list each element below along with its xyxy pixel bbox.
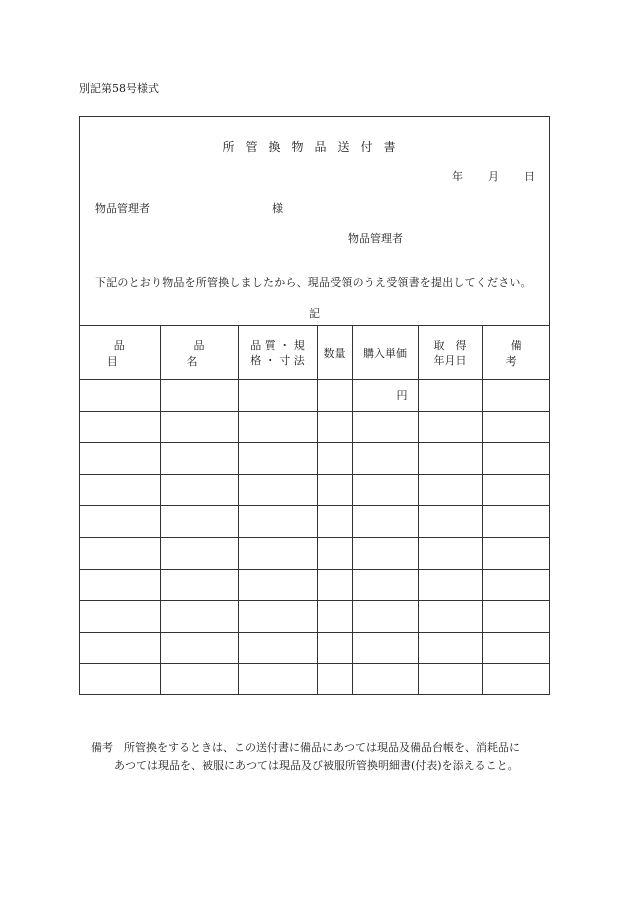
table-row [79,601,550,633]
cell-name[interactable] [160,632,238,664]
date-row [452,168,535,184]
cell-unit-price[interactable] [352,664,418,696]
cell-item[interactable] [79,537,160,569]
header-quality [238,326,317,380]
cell-item[interactable] [79,506,160,538]
cell-remarks[interactable] [482,474,550,506]
cell-name[interactable] [160,569,238,601]
cell-item[interactable] [79,664,160,696]
cell-acquired[interactable] [418,506,482,538]
cell-unit-price[interactable] [352,632,418,664]
cell-quantity[interactable] [317,569,352,601]
table-row [79,506,550,538]
table-row [79,474,550,506]
addressee-suffix: 様 [272,202,283,215]
cell-quality[interactable] [238,569,317,601]
table-header-row [79,326,550,380]
cell-acquired[interactable] [418,537,482,569]
cell-item[interactable] [79,443,160,475]
cell-unit-price[interactable] [352,474,418,506]
cell-acquired[interactable] [418,601,482,633]
cell-remarks[interactable] [482,411,550,443]
header-acquired-line2: 年月日 [433,353,467,367]
cell-name[interactable] [160,443,238,475]
cell-quantity[interactable] [317,380,352,412]
cell-quantity[interactable] [317,664,352,696]
cell-acquired[interactable] [418,569,482,601]
date-year-label: 年 [452,170,463,183]
form-number: 別記第58号様式 [79,82,159,95]
cell-name[interactable] [160,506,238,538]
cell-quantity[interactable] [317,474,352,506]
table-row [79,569,550,601]
cell-unit-price[interactable] [352,506,418,538]
cell-quantity[interactable] [317,601,352,633]
cell-unit-price[interactable] [352,569,418,601]
cell-remarks[interactable] [482,380,550,412]
cell-acquired[interactable] [418,443,482,475]
cell-item[interactable] [79,474,160,506]
cell-quality[interactable] [238,380,317,412]
header-item: 品 目 [79,326,160,380]
cell-item[interactable] [79,569,160,601]
remarks-line2: あつては現品を、被服にあつては現品及び被服所管換明細書(付表)を添えること。 [114,759,519,772]
header-acquired [418,326,482,380]
header-remarks: 備 考 [482,326,550,380]
body-text: 下記のとおり物品を所管換しましたから、現品受領のうえ受領書を提出してください。 [95,276,532,289]
table-row [79,537,550,569]
cell-unit-price-yen[interactable]: 円 [352,380,418,412]
date-month-label: 月 [488,170,499,183]
sender-label: 物品管理者 [348,232,403,245]
table-row [79,443,550,475]
header-unit-price: 購入単価 [352,326,418,380]
header-acquired-line1: 取 得 [433,338,467,352]
cell-item[interactable] [79,380,160,412]
cell-remarks[interactable] [482,664,550,696]
cell-name[interactable] [160,664,238,696]
header-quantity: 数量 [317,326,352,380]
cell-acquired[interactable] [418,380,482,412]
cell-quality[interactable] [238,601,317,633]
cell-quality[interactable] [238,537,317,569]
cell-unit-price[interactable] [352,601,418,633]
cell-quantity[interactable] [317,632,352,664]
addressee-label: 物品管理者 [95,202,150,215]
cell-quality[interactable] [238,632,317,664]
table-row [79,632,550,664]
cell-acquired[interactable] [418,411,482,443]
cell-quantity[interactable] [317,537,352,569]
cell-quality[interactable] [238,664,317,696]
form-title: 所管換物品送付書 [222,140,407,154]
cell-quantity[interactable] [317,506,352,538]
cell-quality[interactable] [238,443,317,475]
cell-quality[interactable] [238,474,317,506]
cell-quality[interactable] [238,411,317,443]
table-row [79,664,550,696]
table-row [79,380,550,412]
cell-acquired[interactable] [418,664,482,696]
table-row [79,411,550,443]
date-day-label: 日 [524,170,535,183]
cell-name[interactable] [160,601,238,633]
cell-item[interactable] [79,411,160,443]
cell-name[interactable] [160,411,238,443]
cell-name[interactable] [160,537,238,569]
cell-remarks[interactable] [482,632,550,664]
cell-item[interactable] [79,601,160,633]
cell-name[interactable] [160,474,238,506]
cell-name[interactable] [160,380,238,412]
ki-heading: 記 [309,307,320,320]
items-table [79,325,553,695]
cell-acquired[interactable] [418,632,482,664]
cell-quantity[interactable] [317,411,352,443]
cell-unit-price[interactable] [352,411,418,443]
cell-remarks[interactable] [482,569,550,601]
header-quality-line1: 品 質 ・ 規 [250,338,305,352]
cell-unit-price[interactable] [352,443,418,475]
cell-remarks[interactable] [482,601,550,633]
cell-remarks[interactable] [482,506,550,538]
remarks-line1: 備考 所管換をするときは、この送付書に備品にあつては現品及備品台帳を、消耗品に [91,741,520,754]
cell-unit-price[interactable] [352,537,418,569]
cell-remarks[interactable] [482,537,550,569]
cell-item[interactable] [79,632,160,664]
cell-acquired[interactable] [418,474,482,506]
header-quality-line2: 格 ・ 寸 法 [250,353,305,367]
cell-quality[interactable] [238,506,317,538]
cell-quantity[interactable] [317,443,352,475]
header-name: 品 名 [160,326,238,380]
cell-remarks[interactable] [482,443,550,475]
